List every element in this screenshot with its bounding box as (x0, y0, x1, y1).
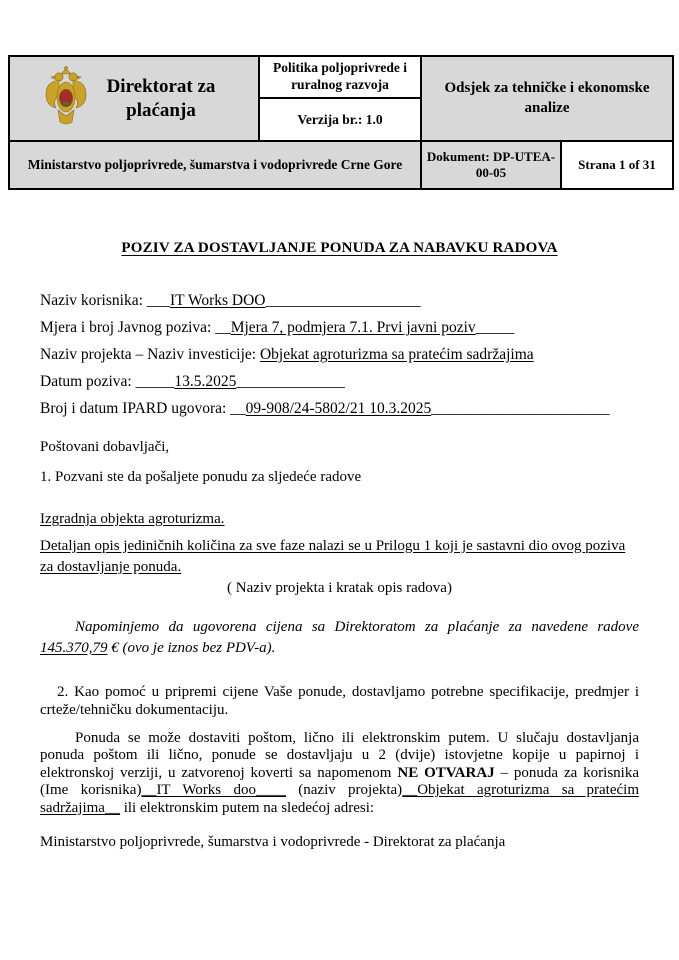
contract-price-note (40, 617, 639, 659)
fill-line: __ (211, 319, 231, 336)
delivery-paragraph (40, 730, 639, 818)
field-ipard-ugovor (40, 395, 639, 422)
fill-line: _____ (475, 319, 515, 336)
fill-line: _______________________ (431, 400, 610, 417)
header-ministry-cell (9, 141, 421, 189)
note-suffix: € (ovo je iznos bez PDV-a). (107, 639, 276, 656)
header-department-cell (421, 56, 673, 141)
fill-line: __ (226, 400, 246, 417)
ministry-title: Ministarstvo poljoprivrede, šumarstva i vodoprivrede Crne Gore (27, 157, 403, 173)
delivery-address: Ministarstvo poljoprivrede, šumarstva i vodoprivrede - Direktorat za plaćanja (40, 834, 506, 850)
header-document-cell (421, 141, 561, 189)
field-label: Mjera i broj Javnog poziva: (40, 319, 212, 336)
org-title: Direktorat za plaćanja (106, 75, 216, 121)
greeting-line: Poštovani dobavljači, (40, 439, 170, 455)
contract-amount: 145.370,79 (40, 639, 108, 656)
project-name: __Objekat agroturizma sa pratećim sadržajima__ (40, 782, 640, 816)
header-page-cell (561, 141, 673, 189)
fill-line: ____________________ (265, 292, 421, 309)
fill-line: ___ (142, 292, 171, 309)
works-name: Izgradnja objekta agroturizma. (40, 511, 225, 527)
delivery-text: – ponuda za korisnika (Ime korisnika) (40, 764, 639, 798)
delivery-text: (naziv projekta) (285, 782, 403, 798)
field-value: Mjera 7, podmjera 7.1. Prvi javni poziv (230, 319, 476, 336)
header-version-cell (259, 98, 421, 141)
works-description: Detaljan opis jediničnih količina za sve faze nalazi se u Prilogu 1 koji je sastavni dio ovog poziva za dostavljanje ponuda. (40, 537, 626, 575)
beneficiary-name: __IT Works doo____ (141, 782, 286, 798)
field-value: 13.5.2025 (174, 373, 237, 390)
field-label: Datum poziva: (40, 373, 132, 390)
list-item-1: 1. Pozvani ste da pošaljete ponudu za sljedeće radove (40, 469, 362, 485)
document-header-table (8, 55, 674, 190)
field-value: 09-908/24-5802/21 10.3.2025 (245, 400, 432, 417)
version-label: Verzija br.: 1.0 (297, 111, 383, 127)
note-text: Napominjemo da ugovorena cijena sa Direktoratom za plaćanje za navedene radove (75, 618, 639, 635)
department-title: Odsjek za tehničke i ekonomske analize (444, 80, 650, 116)
montenegro-coat-of-arms-icon (43, 65, 89, 132)
header-policy-cell (259, 56, 421, 98)
field-naziv-projekta (40, 341, 639, 368)
field-naziv-korisnika (40, 287, 639, 314)
field-value: Objekat agroturizma sa pratećim sadržajima (259, 346, 534, 363)
field-mjera-broj-poziva (40, 314, 639, 341)
policy-title: Politika poljoprivrede i ruralnog razvoja (273, 60, 407, 92)
document-body (0, 240, 679, 851)
delivery-text: Ponuda se može dostaviti poštom, lično ili elektronskim putem. U slučaju dostavljanja ponuda poštom ili lično, ponude se dostavljaju u 2 (dvije) istovjetne kopije u papirnoj i elektronskoj verziji, u zatvorenoj koverti sa napomenom (40, 729, 639, 781)
page-number: Strana 1 of 31 (578, 157, 656, 172)
form-fields (40, 287, 639, 422)
fill-line: _____ (131, 373, 175, 390)
field-label: Naziv projekta – Naziv investicije: (40, 346, 257, 363)
list-item-2: 2. Kao pomoć u pripremi cijene Vaše ponude, dostavljamo potrebne specifikacije, predmjer i crteže/tehničku dokumentaciju. (40, 683, 639, 718)
field-value: IT Works DOO (170, 292, 266, 309)
works-caption: ( Naziv projekta i kratak opis radova) (227, 579, 452, 596)
ne-otvaraj-emphasis: NE OTVARAJ (397, 764, 495, 781)
document-title: POZIV ZA DOSTAVLJANJE PONUDA ZA NABAVKU RADOVA (121, 240, 558, 256)
delivery-text: ili elektronskim putem na sledećoj adresi: (119, 799, 375, 816)
document-code: Dokument: DP-UTEA-00-05 (426, 148, 556, 180)
field-label: Naziv korisnika: (40, 292, 143, 309)
field-label: Broj i datum IPARD ugovora: (40, 400, 227, 417)
header-org-cell (9, 56, 259, 141)
fill-line: ______________ (236, 373, 345, 390)
field-datum-poziva (40, 368, 639, 395)
